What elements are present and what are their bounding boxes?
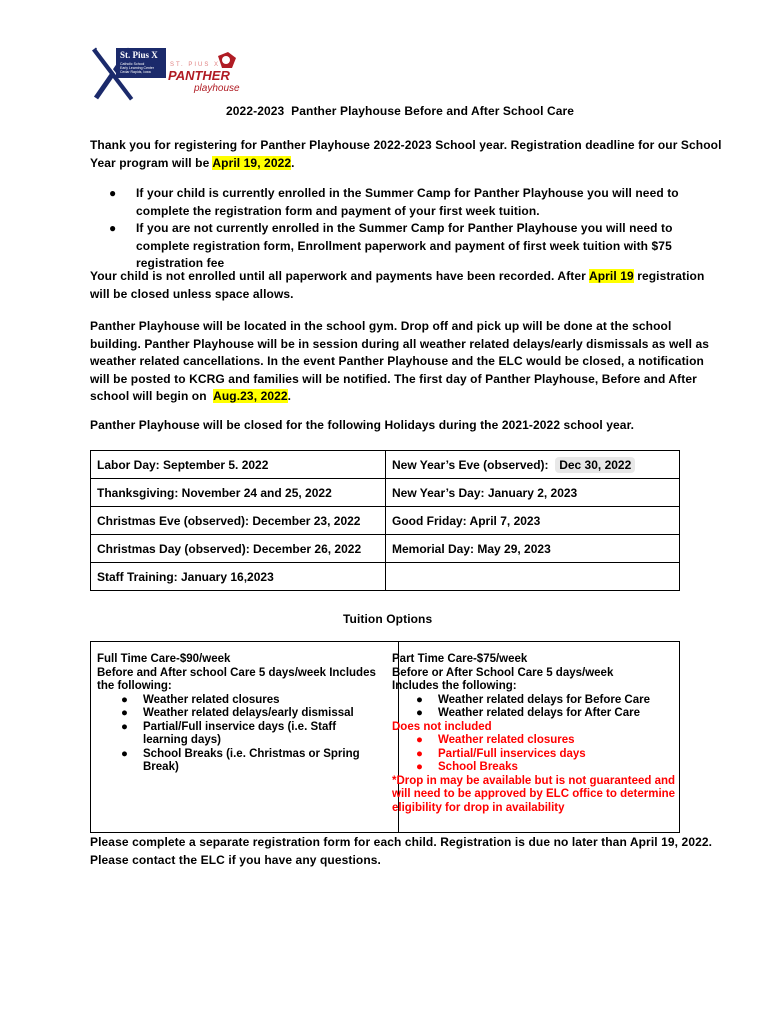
table-cell: Labor Day: September 5. 2022 xyxy=(91,451,386,479)
bullet-dot-icon: ● xyxy=(416,747,423,760)
cell-text: New Year’s Eve (observed): xyxy=(392,457,556,472)
table-cell: Staff Training: January 16,2023 xyxy=(91,563,386,591)
table-cell: New Year’s Day: January 2, 2023 xyxy=(386,479,680,507)
bullet-dot-icon: ● xyxy=(121,747,128,760)
item-text: Weather related closures xyxy=(143,693,280,706)
location-paragraph xyxy=(90,318,710,406)
list-item xyxy=(121,707,392,721)
table-row xyxy=(91,563,680,591)
full-time-heading: Full Time Care-$90/week xyxy=(97,653,231,665)
tuition-title: Tuition Options xyxy=(343,612,433,626)
holiday-table xyxy=(90,450,680,591)
logo-brand-text: St. Pius X xyxy=(120,50,158,60)
table-cell: Christmas Eve (observed): December 23, 2022 xyxy=(91,507,386,535)
location-line: Panther Playhouse will be located in the school gym. Drop off and pick up will be done at the school xyxy=(90,319,672,333)
note-line: *Drop in may be available but is not guaranteed and xyxy=(392,774,676,787)
holidays-intro: Panther Playhouse will be closed for the following Holidays during the 2021-2022 school year. xyxy=(90,418,635,432)
registration-bullets xyxy=(109,185,696,273)
item-text: School Breaks (i.e. Christmas or Spring xyxy=(143,747,360,760)
start-date-highlight: Aug.23, 2022 xyxy=(213,389,288,403)
part-time-desc: Before or After School Care 5 days/week xyxy=(392,666,614,679)
note-line: will need to be approved by ELC office to determine xyxy=(392,788,676,800)
list-item xyxy=(121,720,392,748)
list-item xyxy=(416,761,673,775)
bullet-dot-icon: ● xyxy=(121,693,128,706)
enroll-text-end: registration xyxy=(633,269,705,283)
list-item xyxy=(416,747,673,762)
tuition-table xyxy=(90,641,680,833)
logo-program-main: PANTHER xyxy=(168,68,230,83)
full-time-desc: Before and After school Care 5 days/week Includes xyxy=(97,666,376,679)
list-item xyxy=(416,707,673,721)
intro-line-1: Thank you for registering for Panther Playhouse 2022-2023 School year. Registration deadline for our School xyxy=(90,138,722,152)
location-line: will be posted to KCRG and families will be notified. The first day of Panther Playhouse, Before and After xyxy=(90,371,697,386)
table-cell: Good Friday: April 7, 2023 xyxy=(386,507,680,535)
table-row xyxy=(91,451,680,479)
logo xyxy=(90,46,240,102)
table-cell: Thanksgiving: November 24 and 25, 2022 xyxy=(91,479,386,507)
item-text: Partial/Full inservices days xyxy=(438,747,586,760)
table-row xyxy=(91,507,680,535)
not-included-label: Does not included xyxy=(392,720,492,733)
item-text: learning days) xyxy=(143,734,221,746)
bullet-dot-icon: ● xyxy=(109,221,117,235)
bullet-dot-icon: ● xyxy=(416,761,423,773)
location-line: weather related cancellations. In the event Panther Playhouse and the ELC would be closed, a notification xyxy=(90,354,704,368)
table-row xyxy=(91,479,680,507)
item-text: Weather related delays/early dismissal xyxy=(143,707,354,719)
list-item xyxy=(121,747,392,775)
enroll-line-1 xyxy=(90,268,705,286)
april-highlight: April 19 xyxy=(588,269,634,283)
intro-line-2 xyxy=(90,155,690,173)
table-cell: Memorial Day: May 29, 2023 xyxy=(386,535,680,563)
bullet-dot-icon: ● xyxy=(416,693,423,706)
date-badge: Dec 30, 2022 xyxy=(555,457,635,473)
bullet-dot-icon: ● xyxy=(416,734,423,746)
item-text: Partial/Full inservice days (i.e. Staff xyxy=(143,720,337,733)
logo-brand-sub-2: Early Learning Center xyxy=(120,66,155,70)
location-line: building. Panther Playhouse will be in session during all weather related delays/early dismissals as well as xyxy=(90,336,710,351)
full-time-list xyxy=(121,693,392,775)
list-item xyxy=(121,693,392,708)
intro-line-2-text: Year program will be xyxy=(90,155,213,170)
item-text: Weather related delays for Before Care xyxy=(438,693,650,706)
location-line-last xyxy=(90,388,690,406)
list-item xyxy=(416,693,673,708)
full-time-column xyxy=(91,642,399,832)
item-text: Weather related closures xyxy=(438,734,575,746)
item-text: School Breaks xyxy=(438,761,518,773)
bullet-dot-icon: ● xyxy=(121,720,128,733)
logo-brand-sub-1: Catholic School xyxy=(120,62,145,66)
table-row xyxy=(91,535,680,563)
logo-brand-sub-3: Cedar Rapids, Iowa xyxy=(120,70,151,74)
part-time-desc: Includes the following: xyxy=(392,680,517,692)
bullet-dot-icon: ● xyxy=(109,186,117,200)
logo-program-sub: playhouse xyxy=(194,83,240,94)
enroll-text: Your child is not enrolled until all paperwork and payments have been recorded. After xyxy=(90,269,589,283)
bullet-line: If you are not currently enrolled in the Summer Camp for Panther Playhouse you will need to xyxy=(136,221,673,235)
footer-line: Please contact the ELC if you have any questions. xyxy=(90,852,381,867)
footer-paragraph xyxy=(90,834,713,869)
footer-line: Please complete a separate registration form for each child. Registration is due no later than April 19, 2022. xyxy=(90,835,713,849)
bullet-line: If your child is currently enrolled in the Summer Camp for Panther Playhouse you will need to xyxy=(136,186,679,200)
note-line: eligibility for drop in availability xyxy=(392,801,565,814)
item-text: Weather related delays for After Care xyxy=(438,707,640,719)
bullet-line: registration fee xyxy=(136,256,225,270)
part-time-column xyxy=(386,642,679,832)
table-cell xyxy=(386,563,680,591)
full-time-desc: the following: xyxy=(97,680,172,692)
page-title: 2022-2023 Panther Playhouse Before and After School Care xyxy=(226,104,575,118)
excluded-list xyxy=(416,734,673,775)
bullet-summer-enrolled xyxy=(109,185,696,220)
intro-paragraph xyxy=(90,137,722,172)
part-time-heading: Part Time Care-$75/week xyxy=(392,653,528,665)
enroll-line-2: will be closed unless space allows. xyxy=(90,286,294,301)
table-cell xyxy=(386,451,680,479)
table-cell: Christmas Day (observed): December 26, 2022 xyxy=(91,535,386,563)
bullet-line: complete the registration form and payment of your first week tuition. xyxy=(136,203,540,218)
drop-in-note xyxy=(392,774,676,816)
bullet-not-enrolled xyxy=(109,220,696,273)
bullet-dot-icon: ● xyxy=(121,707,128,719)
logo-program-top: ST. PIUS X xyxy=(170,62,221,68)
intro-line-2-end: . xyxy=(291,155,295,170)
enrollment-paragraph xyxy=(90,268,705,303)
bullet-line: complete registration form, Enrollment paperwork and payment of first week tuition with $75 xyxy=(136,238,672,253)
location-text-end: . xyxy=(287,389,292,403)
deadline-highlight: April 19, 2022 xyxy=(212,155,292,170)
item-text: Break) xyxy=(143,761,179,773)
list-item xyxy=(416,734,673,748)
part-time-list xyxy=(416,693,673,721)
bullet-dot-icon: ● xyxy=(416,707,423,719)
location-text: school will begin on xyxy=(90,389,214,403)
